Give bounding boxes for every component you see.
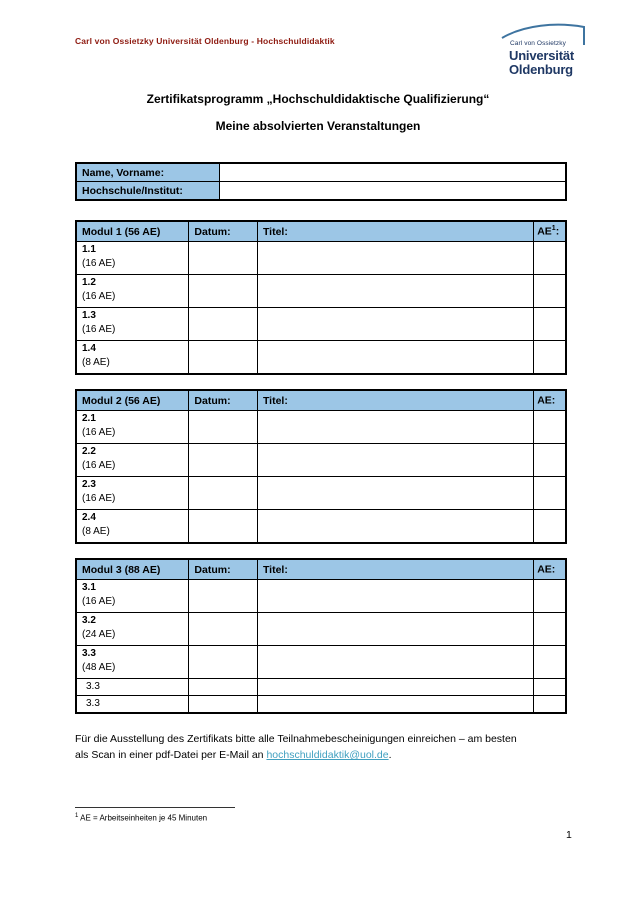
- module-item-cell: [76, 308, 189, 341]
- table-row: [76, 696, 566, 714]
- module-item-code: 1.1: [82, 244, 96, 255]
- titel-cell: [257, 444, 533, 477]
- module-item-cell: [76, 580, 189, 613]
- module-item-ae: (16 AE): [82, 291, 116, 302]
- titel-cell: [257, 679, 533, 696]
- ae-colon: :: [555, 225, 560, 238]
- institute-label: Hochschule/Institut:: [76, 182, 220, 201]
- modul-1-table: [75, 220, 567, 375]
- module-item-cell: [76, 646, 189, 679]
- module-item-code: 1.4: [82, 343, 96, 354]
- footnote-marker: 1: [551, 225, 556, 233]
- titel-cell: [257, 696, 533, 714]
- datum-cell: [189, 613, 258, 646]
- table-row: [76, 308, 566, 341]
- module-item-code: 3.2: [82, 615, 96, 626]
- ae-cell: [534, 444, 566, 477]
- personal-info-table: [75, 162, 567, 201]
- datum-cell: [189, 411, 258, 444]
- table-row: [76, 510, 566, 544]
- name-label: Name, Vorname:: [76, 163, 220, 182]
- module-item-ae: (16 AE): [82, 596, 116, 607]
- module-item-ae: (8 AE): [82, 526, 110, 537]
- module-item-cell: [76, 341, 189, 375]
- titel-cell: [257, 477, 533, 510]
- modul-1-header: Modul 1 (56 AE): [76, 221, 189, 242]
- instruction-line-2: [75, 747, 577, 763]
- table-row: [76, 580, 566, 613]
- table-row: [76, 242, 566, 275]
- logo-text-oldenburg: Oldenburg: [509, 62, 573, 77]
- module-item-cell: [76, 510, 189, 544]
- module-item-ae: (24 AE): [82, 629, 116, 640]
- module-item-ae: (16 AE): [82, 460, 116, 471]
- modul-3-table: [75, 558, 567, 714]
- module-item-cell: 3.3: [76, 679, 189, 696]
- module-item-code: 3.3: [82, 648, 96, 659]
- ae-cell: [534, 411, 566, 444]
- module-item-code: 2.2: [82, 446, 96, 457]
- table-row: [76, 477, 566, 510]
- module-item-ae: (8 AE): [82, 357, 110, 368]
- ae-cell: [534, 477, 566, 510]
- module-item-ae: (16 AE): [82, 493, 116, 504]
- titel-cell: [257, 411, 533, 444]
- ae-colon: :: [551, 563, 556, 576]
- titel-cell: [257, 613, 533, 646]
- titel-header: Titel:: [257, 221, 533, 242]
- module-item-cell: [76, 275, 189, 308]
- footnote: [75, 813, 207, 823]
- datum-header: Datum:: [189, 221, 258, 242]
- ae-colon: :: [551, 394, 556, 407]
- datum-cell: [189, 510, 258, 544]
- ae-label: AE: [537, 394, 552, 407]
- titel-cell: [257, 646, 533, 679]
- datum-cell: [189, 646, 258, 679]
- document-header-text: Carl von Ossietzky Universität Oldenburg - Hochschuldidaktik: [75, 36, 335, 46]
- ae-cell: [534, 510, 566, 544]
- logo-text-small: Carl von Ossietzky: [510, 40, 566, 47]
- page-title: Zertifikatsprogramm „Hochschuldidaktische Qualifizierung“: [146, 92, 490, 106]
- titel-cell: [257, 242, 533, 275]
- datum-cell: [189, 444, 258, 477]
- datum-cell: [189, 341, 258, 375]
- submission-instructions: [75, 731, 577, 763]
- titel-cell: [257, 275, 533, 308]
- table-row: [76, 275, 566, 308]
- module-item-cell: [76, 411, 189, 444]
- titel-cell: [257, 510, 533, 544]
- datum-cell: [189, 696, 258, 714]
- table-row: [76, 444, 566, 477]
- footnote-separator: [75, 807, 235, 808]
- module-item-ae: (48 AE): [82, 662, 116, 673]
- ae-header: [534, 390, 566, 411]
- logo-text-universitaet: Universität: [509, 48, 574, 63]
- table-header-row: [76, 559, 566, 580]
- datum-header: Datum:: [189, 559, 258, 580]
- ae-cell: [534, 580, 566, 613]
- ae-cell: [534, 341, 566, 375]
- module-item-cell: [76, 444, 189, 477]
- modul-3-header: Modul 3 (88 AE): [76, 559, 189, 580]
- module-item-code: 2.1: [82, 413, 96, 424]
- table-row: [76, 411, 566, 444]
- page-number: 1: [566, 829, 572, 841]
- table-row: [76, 341, 566, 375]
- name-value-cell: [220, 163, 567, 182]
- footnote-number: 1: [75, 813, 79, 819]
- ae-label: AE: [537, 563, 552, 576]
- module-item-code: 1.3: [82, 310, 96, 321]
- ae-cell: [534, 308, 566, 341]
- institute-value-cell: [220, 182, 567, 201]
- module-item-code: 1.2: [82, 277, 96, 288]
- module-item-cell: 3.3: [76, 696, 189, 714]
- titel-cell: [257, 580, 533, 613]
- modul-2-table: [75, 389, 567, 544]
- instruction-line-2-text: als Scan in einer pdf-Datei per E-Mail an: [75, 749, 267, 761]
- ae-cell: [534, 679, 566, 696]
- titel-cell: [257, 308, 533, 341]
- titel-header: Titel:: [257, 390, 533, 411]
- module-item-code: 2.4: [82, 512, 96, 523]
- instruction-line-1: Für die Ausstellung des Zertifikats bitte alle Teilnahmebescheinigungen einreichen – am besten: [75, 733, 517, 745]
- page-subtitle: Meine absolvierten Veranstaltungen: [215, 119, 421, 133]
- module-item-cell: [76, 613, 189, 646]
- email-link[interactable]: hochschuldidaktik@uol.de: [266, 749, 389, 761]
- module-item-ae: (16 AE): [82, 324, 116, 335]
- module-item-ae: (16 AE): [82, 258, 116, 269]
- datum-cell: [189, 477, 258, 510]
- module-item-cell: [76, 242, 189, 275]
- table-row: [76, 163, 566, 182]
- table-header-row: [76, 390, 566, 411]
- datum-cell: [189, 679, 258, 696]
- ae-cell: [534, 696, 566, 714]
- datum-cell: [189, 275, 258, 308]
- ae-cell: [534, 242, 566, 275]
- table-row: [76, 613, 566, 646]
- module-item-code: 2.3: [82, 479, 96, 490]
- ae-cell: [534, 646, 566, 679]
- module-item-cell: [76, 477, 189, 510]
- university-logo: [500, 19, 588, 79]
- table-header-row: [76, 221, 566, 242]
- datum-header: Datum:: [189, 390, 258, 411]
- datum-cell: [189, 308, 258, 341]
- footnote-text: AE = Arbeitseinheiten je 45 Minuten: [78, 813, 208, 823]
- titel-header: Titel:: [257, 559, 533, 580]
- modul-2-header: Modul 2 (56 AE): [76, 390, 189, 411]
- ae-header: [534, 221, 566, 242]
- instruction-period: .: [388, 749, 392, 761]
- ae-header: [534, 559, 566, 580]
- module-item-ae: (16 AE): [82, 427, 116, 438]
- titel-cell: [257, 341, 533, 375]
- table-row: [76, 646, 566, 679]
- table-row: [76, 182, 566, 201]
- ae-cell: [534, 613, 566, 646]
- module-item-code: 3.1: [82, 582, 96, 593]
- ae-cell: [534, 275, 566, 308]
- ae-label: AE: [537, 225, 552, 238]
- table-row: [76, 679, 566, 696]
- datum-cell: [189, 242, 258, 275]
- datum-cell: [189, 580, 258, 613]
